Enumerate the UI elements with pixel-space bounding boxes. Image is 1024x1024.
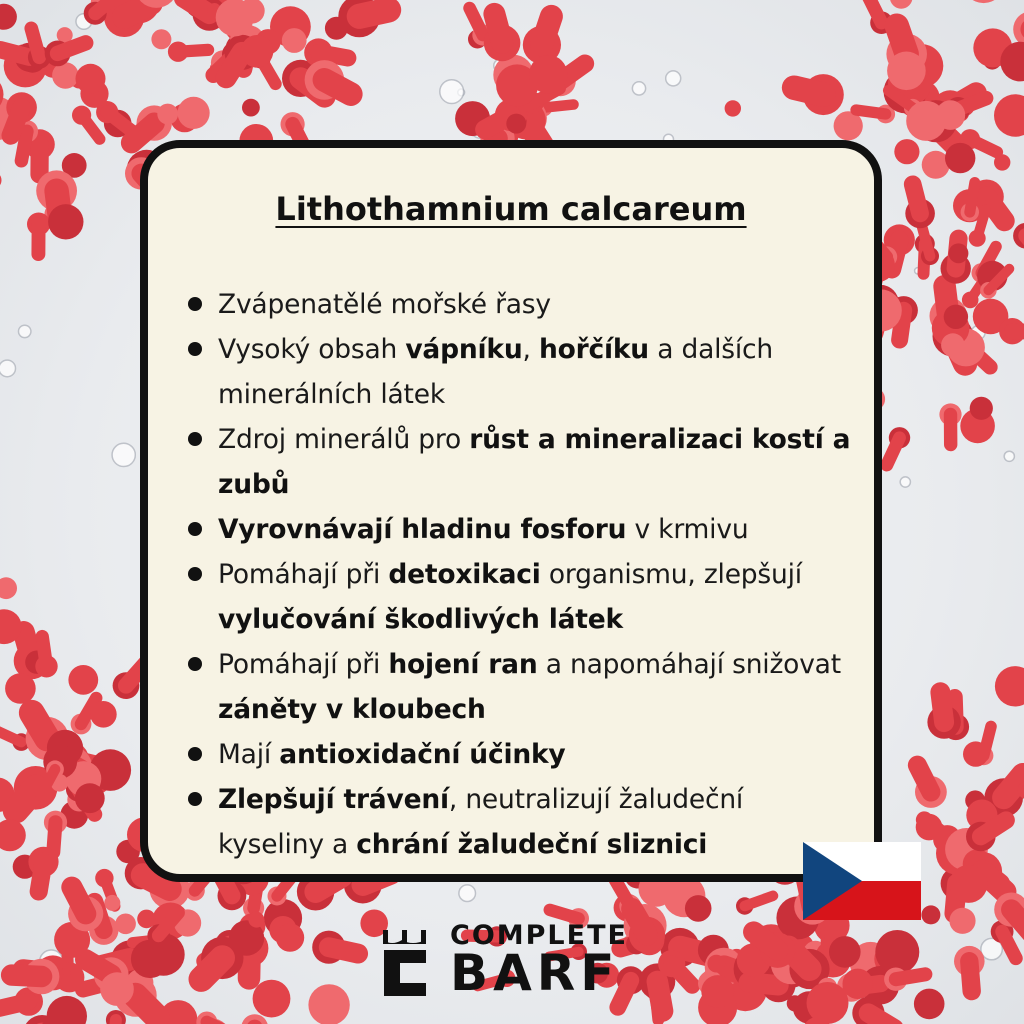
benefit-item	[178, 732, 854, 777]
water-droplet	[440, 80, 464, 104]
text-span: Vysoký obsah	[218, 334, 406, 365]
bold-text: chrání žaludeční sliznici	[356, 829, 708, 860]
text-span: Zvápenatělé mořské řasy	[218, 289, 551, 320]
text-span: Zdroj minerálů pro	[218, 424, 470, 455]
bold-text: antioxidační účinky	[279, 739, 566, 770]
logo-line-1: COMPLETE	[450, 920, 628, 951]
water-droplet	[632, 82, 645, 95]
water-droplet	[1004, 451, 1014, 461]
bold-text: záněty v kloubech	[218, 694, 486, 725]
bold-text: růst a mineralizaci kostí a zubů	[218, 424, 851, 500]
water-droplet	[666, 71, 681, 86]
text-span: , neutralizují žaludeční kyseliny a	[218, 784, 744, 860]
czech-flag-icon	[803, 842, 921, 920]
coral-cluster	[130, 0, 388, 158]
bold-text: detoxikaci	[388, 559, 541, 590]
bold-text: vápníku	[405, 334, 523, 365]
benefit-item	[178, 777, 854, 867]
bold-text: vylučování škodlivých látek	[218, 604, 623, 635]
text-span: ,	[522, 334, 539, 365]
crown-c-logo-icon	[380, 928, 430, 998]
benefit-item	[178, 327, 854, 417]
benefit-item	[178, 507, 854, 552]
text-span: a dalších minerálních látek	[218, 334, 774, 410]
water-droplet	[900, 477, 910, 487]
info-card	[140, 140, 882, 882]
benefits-list	[178, 282, 854, 867]
water-droplet	[0, 360, 16, 377]
water-droplet	[459, 885, 476, 902]
text-span: Pomáhají při	[218, 559, 389, 590]
text-span: Mají	[218, 739, 280, 770]
bold-text: Zlepšují trávení	[218, 784, 449, 815]
bold-text: Vyrovnávají hladinu fosforu	[218, 514, 627, 545]
text-span: Pomáhají při	[218, 649, 389, 680]
logo-line-2: BARF	[450, 944, 620, 1002]
water-droplet	[112, 443, 135, 466]
benefit-item	[178, 642, 854, 732]
water-droplet	[19, 325, 31, 337]
bold-text: hořčíku	[538, 334, 649, 365]
text-span: organismu, zlepšují	[540, 559, 802, 590]
complete-barf-logo	[380, 920, 640, 1000]
bold-text: hojení ran	[388, 649, 538, 680]
benefit-item	[178, 417, 854, 507]
text-span: v krmivu	[626, 514, 749, 545]
benefit-item	[178, 552, 854, 642]
card-title: Lithothamnium calcareum	[275, 190, 747, 228]
text-span: a napomáhají snižovat	[537, 649, 841, 680]
benefit-item	[178, 282, 854, 327]
